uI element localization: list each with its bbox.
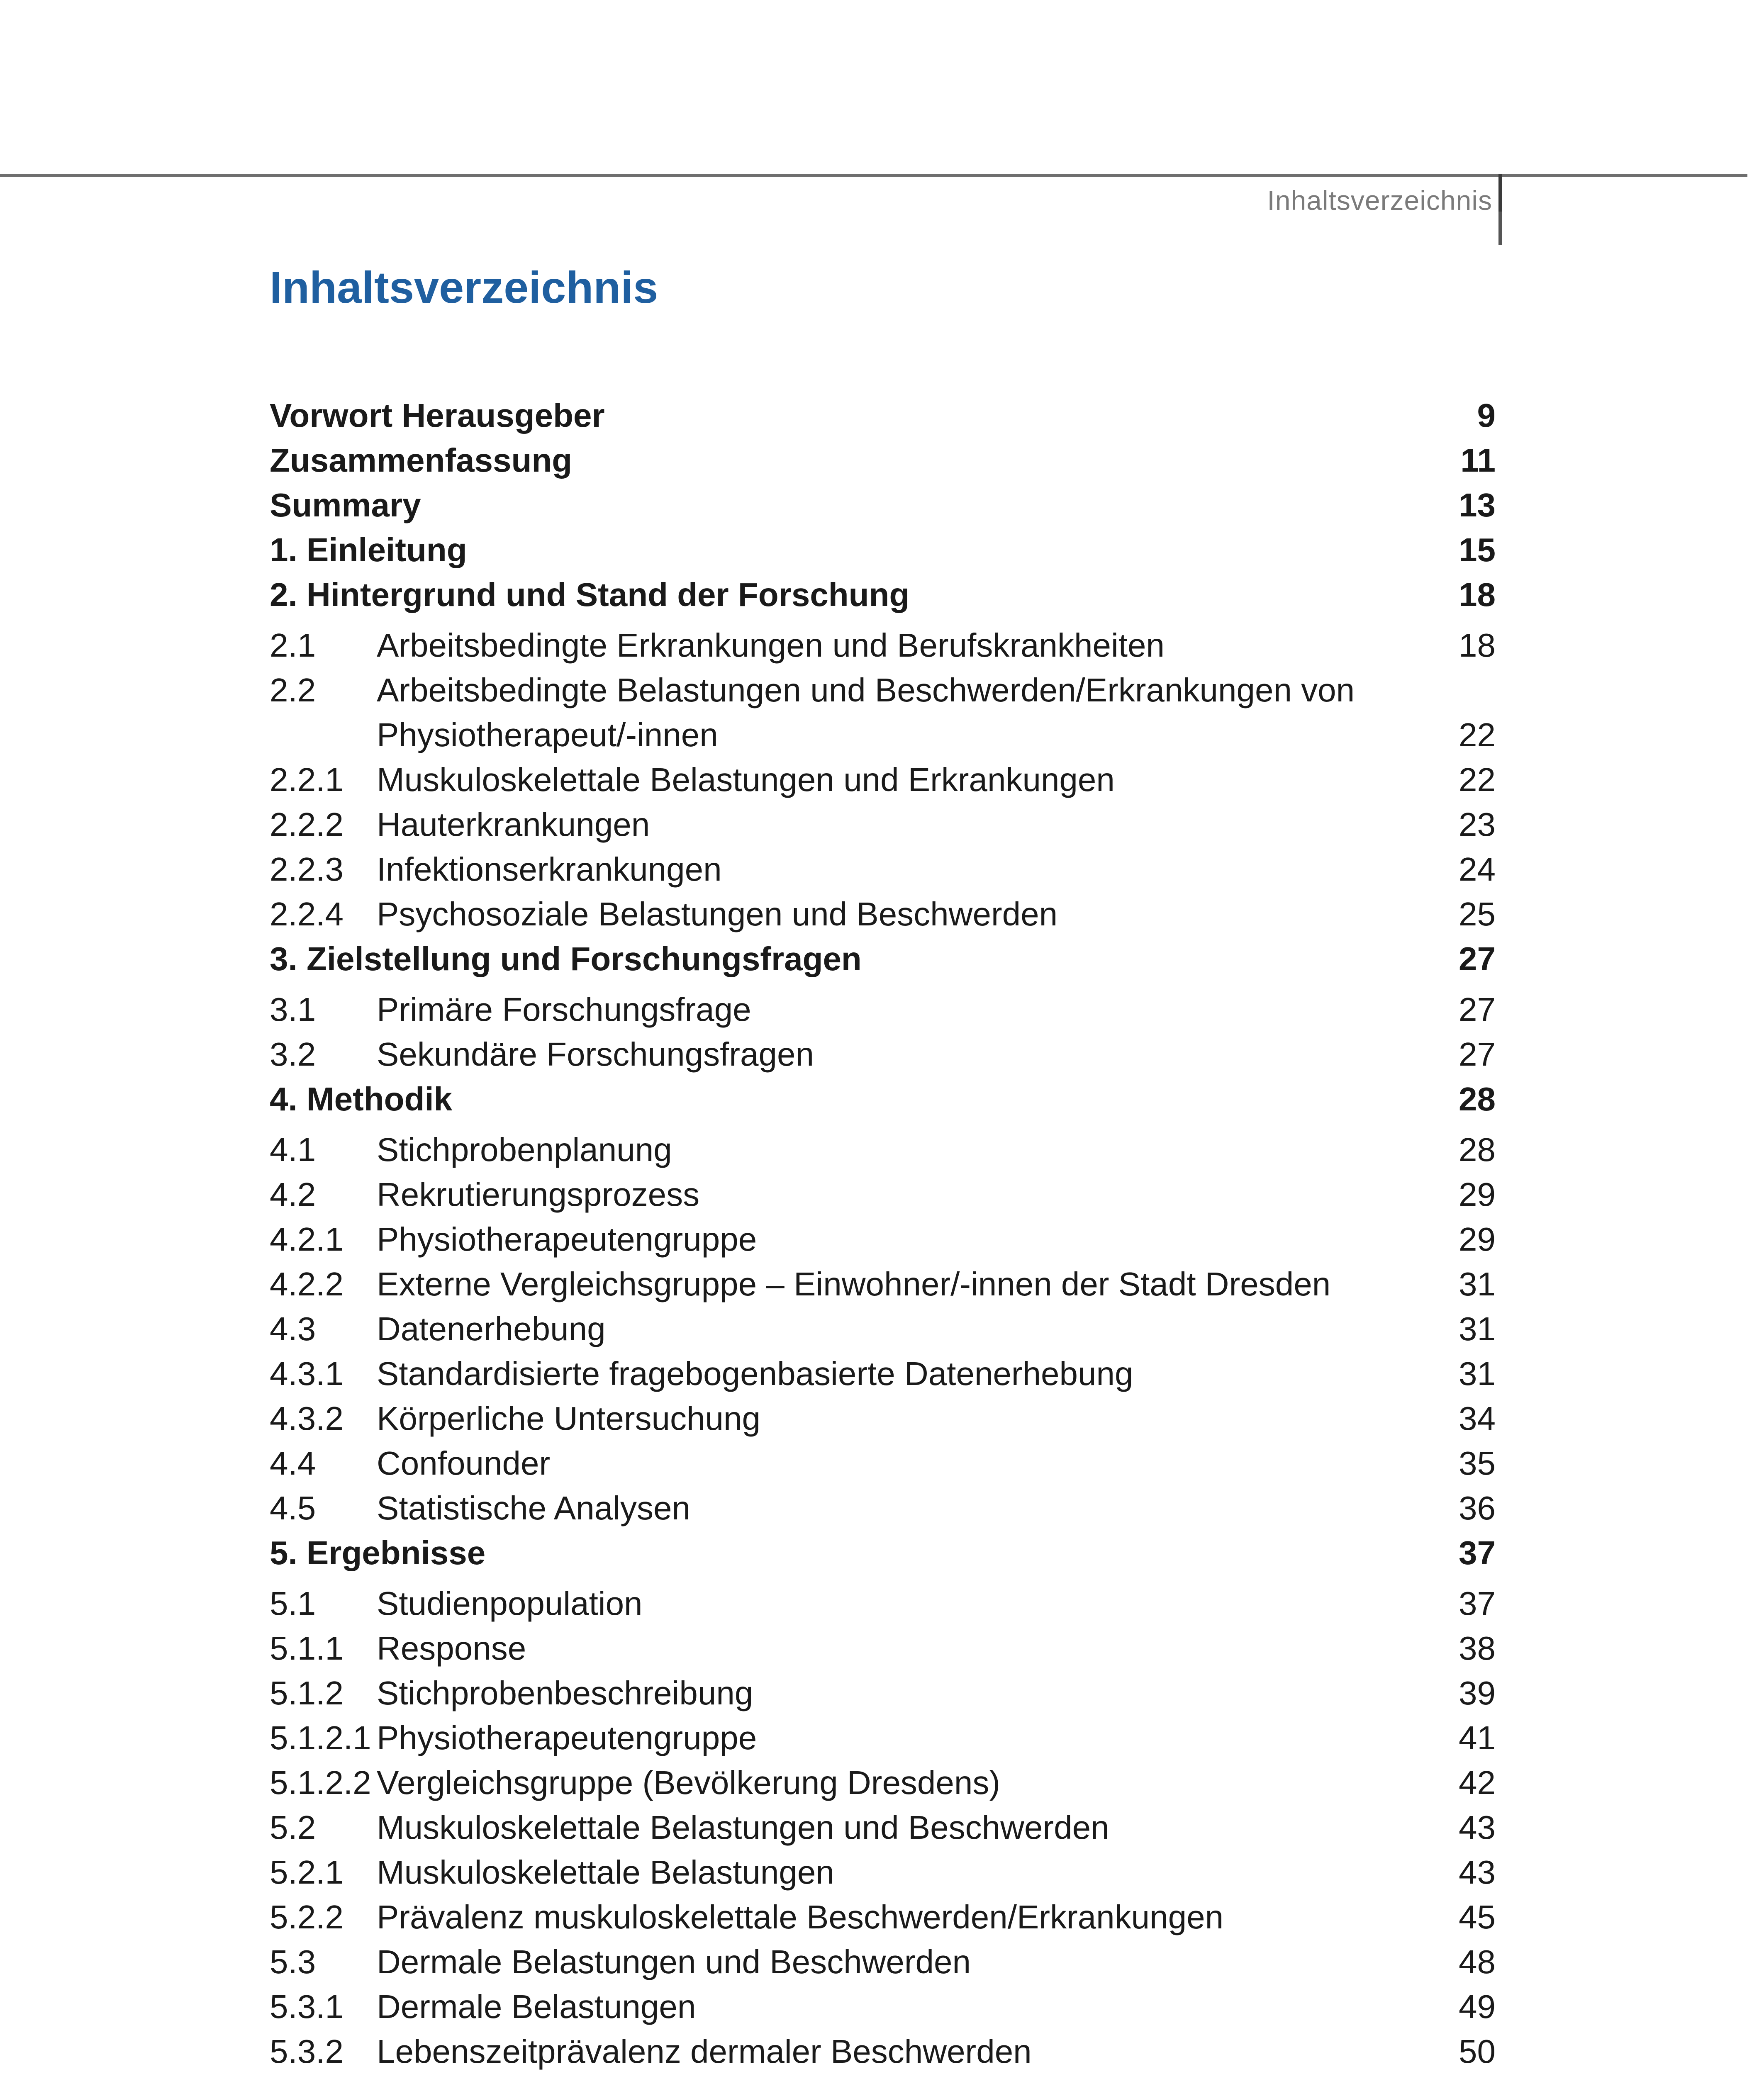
toc-entry [270,1716,1496,1760]
toc-entry [270,623,1496,668]
toc-entry-title: Dermale Belastungen und Beschwerden [377,1943,971,1980]
toc-entry-title: Muskuloskelettale Belastungen [377,1854,834,1891]
toc-entry [270,393,1496,438]
toc-entry-number: 4.5 [270,1490,316,1526]
toc-entry-title: Datenerhebung [377,1310,606,1347]
toc-entry [270,1895,1496,1940]
toc-entry-title: Statistische Analysen [377,1490,690,1526]
toc-entry [270,528,1496,572]
toc-entry-title: Arbeitsbedingte Belastungen und Beschwerden/Erkrankungen von Physiotherapeut/-innen [377,672,1355,753]
toc-entry-page: 41 [1459,1719,1496,1756]
toc-entry-number: 5.1.2.1 [270,1719,371,1756]
toc-entry-page: 18 [1459,627,1496,664]
toc-entry [270,1760,1496,1805]
toc-entry [270,987,1496,1032]
toc-entry-number: 2.2.1 [270,761,344,798]
toc-entry-title: Infektionserkrankungen [377,851,722,888]
toc-entry-title: Muskuloskelettale Belastungen und Beschwerden [377,1809,1109,1846]
toc-entry-page: 27 [1459,991,1496,1028]
toc-entry-page: 23 [1459,806,1496,843]
toc-entry-page: 22 [1459,716,1496,753]
running-header: Inhaltsverzeichnis [1267,185,1492,216]
toc-entry-number: 4.3 [270,1310,316,1347]
toc-entry-page: 43 [1459,1854,1496,1891]
toc-entry-number: 4.2.1 [270,1221,344,1258]
toc-entry [270,1531,1496,1575]
toc-entry [270,1984,1496,2029]
toc-entry-number: 4.2 [270,1176,316,1213]
toc-entry-number: 4.4 [270,1445,316,1482]
toc-entry-page: 13 [1459,487,1496,523]
toc-entry-title: 4. Methodik [270,1081,453,1117]
toc-entry [270,1805,1496,1850]
toc-entry-title: 5. Ergebnisse [270,1534,486,1571]
toc-entry-page: 42 [1459,1764,1496,1801]
toc-entry-page: 39 [1459,1675,1496,1711]
toc-entry-page: 31 [1459,1355,1496,1392]
toc-entry-page: 31 [1459,1266,1496,1302]
toc-entry-page: 45 [1459,1899,1496,1935]
toc-entry [270,1486,1496,1531]
toc-entry-number: 4.3.2 [270,1400,344,1437]
toc-entry-number: 4.3.1 [270,1355,344,1392]
toc-entry [270,892,1496,937]
toc-entry-page: 27 [1459,940,1496,977]
toc-entry-title: Psychosoziale Belastungen und Beschwerden [377,896,1058,932]
toc-entry-page: 15 [1459,531,1496,568]
toc-entry [270,802,1496,847]
toc-entry-page: 34 [1459,1400,1496,1437]
toc-entry-page: 9 [1477,397,1496,434]
toc-entry-title: Vorwort Herausgeber [270,397,605,434]
toc-entry-page: 27 [1459,1036,1496,1073]
toc-entry [270,847,1496,892]
toc-entry-number: 4.1 [270,1131,316,1168]
header-rule [0,174,1747,177]
toc-entry-title: Rekrutierungsprozess [377,1176,700,1213]
toc-entry-title: 3. Zielstellung und Forschungsfragen [270,940,862,977]
toc-entry [270,438,1496,483]
toc-entry-number: 4.2.2 [270,1266,344,1302]
toc-entry-page: 28 [1459,1081,1496,1117]
toc-entry-page: 37 [1459,1534,1496,1571]
toc-entry [270,1032,1496,1077]
toc-entry-number: 5.2.2 [270,1899,344,1935]
toc-entry-page: 49 [1459,1988,1496,2025]
toc-entry-number: 5.2.1 [270,1854,344,1891]
toc-entry [270,1441,1496,1486]
toc-entry-title: Dermale Belastungen [377,1988,696,2025]
toc-entry-page: 37 [1459,1585,1496,1622]
toc-entry-page: 11 [1460,442,1496,479]
toc-entry-number: 5.3 [270,1943,316,1980]
toc-entry-number: 2.2.2 [270,806,344,843]
toc-entry-number: 5.1.2 [270,1675,344,1711]
toc-entry-number: 5.1.1 [270,1630,344,1667]
toc-entry-number: 5.1 [270,1585,316,1622]
toc-entry [270,1262,1496,1307]
toc-entry [270,2029,1496,2074]
toc-entry-title: Studienpopulation [377,1585,643,1622]
toc-entry-title: Zusammenfassung [270,442,573,479]
toc-entry-page: 18 [1459,576,1496,613]
toc-entry-title: Primäre Forschungsfrage [377,991,751,1028]
toc-entry-number: 5.2 [270,1809,316,1846]
toc-entry [270,1077,1496,1122]
toc-entry [270,1940,1496,1984]
toc-entry-page: 35 [1459,1445,1496,1482]
toc-entry-page: 43 [1459,1809,1496,1846]
toc-entry-title: Vergleichsgruppe (Bevölkerung Dresdens) [377,1764,1001,1801]
toc-entry-number: 3.2 [270,1036,316,1073]
toc-entry [270,937,1496,981]
toc-entry-title: Confounder [377,1445,551,1482]
toc-entry [270,1850,1496,1895]
toc-entry-title: Standardisierte fragebogenbasierte Datenerhebung [377,1355,1133,1392]
toc-entry-page: 36 [1459,1490,1496,1526]
page-title: Inhaltsverzeichnis [270,262,658,312]
toc-entry-title: Sekundäre Forschungsfragen [377,1036,814,1073]
toc-entry-title: Lebenszeitprävalenz dermaler Beschwerden [377,2033,1032,2070]
toc-entry-number: 5.3.2 [270,2033,344,2070]
toc-entry-title: 2. Hintergrund und Stand der Forschung [270,576,910,613]
toc-entry [270,668,1496,757]
toc-entry [270,1581,1496,1626]
toc-entry-page: 31 [1459,1310,1496,1347]
table-of-contents [270,393,1496,2074]
toc-entry [270,1626,1496,1671]
toc-entry-title: Arbeitsbedingte Erkrankungen und Berufskrankheiten [377,627,1165,664]
toc-entry [270,483,1496,528]
toc-entry-number: 5.1.2.2 [270,1764,371,1801]
toc-entry [270,1396,1496,1441]
toc-entry [270,1671,1496,1716]
toc-entry-title: Körperliche Untersuchung [377,1400,760,1437]
toc-entry-page: 38 [1459,1630,1496,1667]
toc-entry [270,572,1496,617]
toc-entry-number: 3.1 [270,991,316,1028]
toc-entry-page: 28 [1459,1131,1496,1168]
toc-entry-title: Muskuloskelettale Belastungen und Erkrankungen [377,761,1115,798]
toc-entry-title: Prävalenz muskuloskelettale Beschwerden/Erkrankungen [377,1899,1224,1935]
toc-entry-number: 2.2 [270,672,316,708]
header-marker [1498,174,1502,245]
toc-entry-page: 22 [1459,761,1496,798]
toc-entry-title: Stichprobenplanung [377,1131,672,1168]
toc-entry-number: 2.1 [270,627,316,664]
toc-entry-title: Summary [270,487,421,523]
toc-entry [270,1217,1496,1262]
toc-entry-number: 5.3.1 [270,1988,344,2025]
toc-entry-title: Stichprobenbeschreibung [377,1675,753,1711]
toc-entry-page: 48 [1459,1943,1496,1980]
toc-entry-page: 25 [1459,896,1496,932]
toc-entry-title: Physiotherapeutengruppe [377,1719,757,1756]
toc-entry-number: 2.2.4 [270,896,344,932]
toc-entry-page: 29 [1459,1176,1496,1213]
toc-entry-title: Response [377,1630,526,1667]
toc-entry-title: Externe Vergleichsgruppe – Einwohner/-innen der Stadt Dresden [377,1266,1331,1302]
toc-entry-page: 29 [1459,1221,1496,1258]
toc-entry [270,1127,1496,1172]
toc-entry [270,757,1496,802]
toc-entry-number: 2.2.3 [270,851,344,888]
toc-entry [270,1307,1496,1351]
toc-entry-page: 50 [1459,2033,1496,2070]
toc-entry [270,1351,1496,1396]
toc-entry-page: 24 [1459,851,1496,888]
toc-entry [270,1172,1496,1217]
toc-entry-title: 1. Einleitung [270,531,467,568]
toc-entry-title: Hauterkrankungen [377,806,650,843]
toc-entry-title: Physiotherapeutengruppe [377,1221,757,1258]
